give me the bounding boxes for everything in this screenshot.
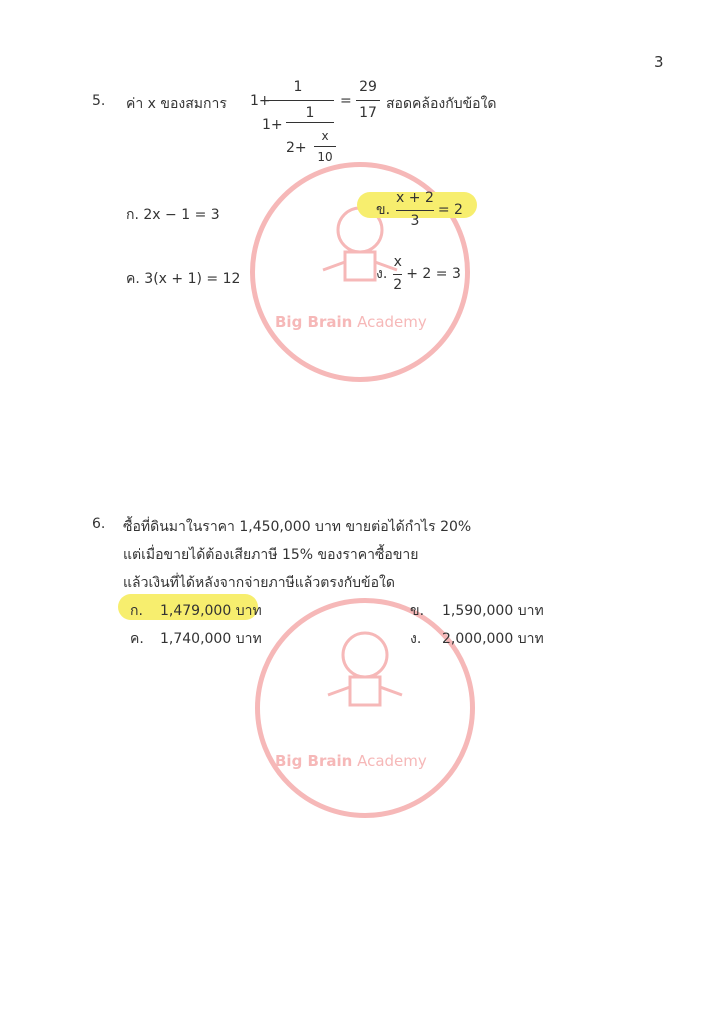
page-number: 3: [654, 53, 664, 71]
q6-line-2: แต่เมื่อขายได้ต้องเสียภาษี 15% ของราคาซื้อขาย: [123, 547, 419, 563]
q5-choice-c: ค. 3(x + 1) = 12: [126, 271, 241, 287]
q5-rhs-den: 17: [359, 105, 377, 121]
q6-number: 6.: [92, 516, 106, 532]
q6-choice-c-label: ค.: [130, 631, 144, 647]
q5-number: 5.: [92, 93, 106, 109]
q5-inner-bar: [286, 122, 334, 123]
q5-one-plus: 1+: [250, 93, 271, 109]
watermark-text: Big Brain Academy: [275, 313, 427, 331]
q5-two-plus: 2+: [286, 140, 307, 156]
q5-rhs-bar: [356, 100, 380, 101]
q5-lead: ค่า x ของสมการ: [126, 96, 227, 112]
q6-choice-a-label: ก.: [130, 603, 143, 619]
q5-num2: 1: [305, 105, 315, 121]
q6-choice-d: 2,000,000 บาท: [442, 631, 544, 647]
q6-choice-c: 1,740,000 บาท: [160, 631, 262, 647]
q6-line-1: ซื้อที่ดินมาในราคา 1,450,000 บาท ขายต่อได้กำไร 20%: [123, 519, 472, 535]
q5-num1: 1: [293, 79, 303, 95]
q5-tail: สอดคล้องกับข้อใด: [386, 96, 497, 112]
q5-one-plus-2: 1+: [262, 117, 283, 133]
q6-choice-a: 1,479,000 บาท: [160, 603, 262, 619]
q6-choice-d-label: ง.: [410, 631, 422, 647]
q5-rhs-num: 29: [359, 79, 377, 95]
q5-x-num: x: [321, 129, 329, 143]
q5-choice-b: ข. $\frac{x + 2}{3}$ = 2: [376, 190, 463, 229]
mascot-icon-2: [320, 625, 410, 715]
q5-choice-a: ก. 2x − 1 = 3: [126, 207, 220, 223]
q6-line-3: แล้วเงินที่ได้หลังจากจ่ายภาษีแล้วตรงกับข้อใด: [123, 575, 395, 591]
q5-equals: =: [340, 93, 352, 109]
q6-choice-b: 1,590,000 บาท: [442, 603, 544, 619]
watermark-text-2: Big Brain Academy: [275, 752, 427, 770]
q5-choice-d: ง. $\frac{x}{2}$ + 2 = 3: [376, 254, 461, 293]
q5-x-bar: [314, 146, 336, 147]
q6-choice-b-label: ข.: [410, 603, 425, 619]
q5-main-bar: [262, 100, 334, 101]
q5-x-den: 10: [317, 150, 333, 164]
